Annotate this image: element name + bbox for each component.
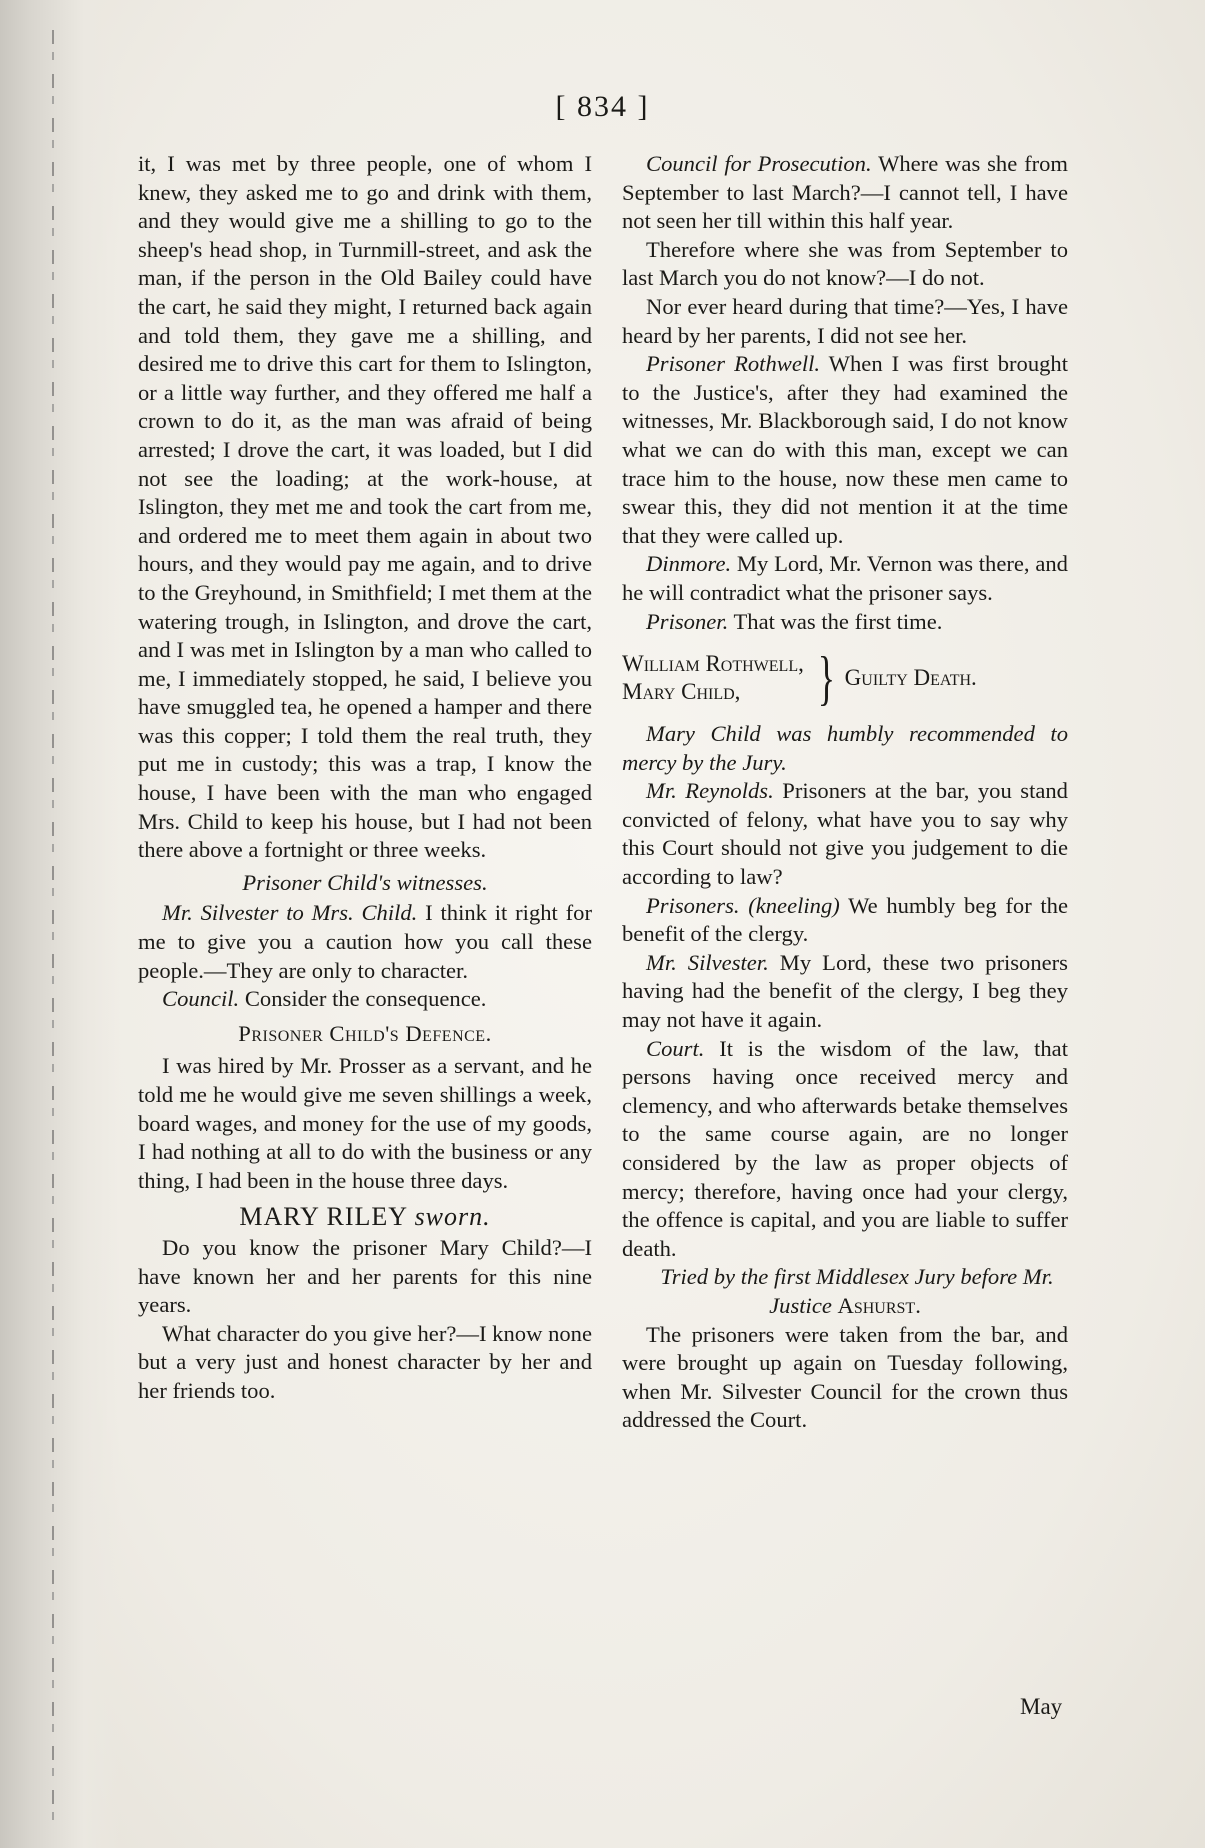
speaker-label: Mr. Silvester to Mrs. Child. xyxy=(162,900,418,926)
speaker-label: Prisoners. (kneeling) xyxy=(646,892,840,918)
speaker-label: Court. xyxy=(646,1035,705,1061)
defendant-name: Mary Child, xyxy=(622,679,741,705)
sentencing-paragraph xyxy=(622,777,1068,891)
speech-text: My Lord, these two prisoners having had the benefit of the clergy, I beg they may not have it again. xyxy=(622,949,1068,1033)
statement-paragraph xyxy=(622,550,1068,607)
binding-gutter xyxy=(0,0,120,1848)
speech-text: It is the wisdom of the law, that persons having once received mercy and clemency, and who afterwards betake themselves to the same course again, are no longer considered by the law as proper objects of mercy; therefore, having once had your clergy, the offence is capital, and you are liable to suffer death. xyxy=(622,1035,1068,1261)
speaker-label: Mr. Reynolds. xyxy=(646,778,774,804)
binding-shadow xyxy=(52,30,54,1820)
council-paragraph xyxy=(138,985,592,1014)
sworn-label: sworn. xyxy=(414,1202,491,1232)
closing-paragraph: The prisoners were taken from the bar, and were brought up again on Tuesday following, when Mr. Silvester Council for the crown thus addressed the Court. xyxy=(622,1321,1068,1433)
left-column xyxy=(138,150,592,1406)
speaker-label: Dinmore. xyxy=(646,551,732,577)
brace-glyph: } xyxy=(817,645,835,712)
page-number: [ 834 ] xyxy=(555,90,650,123)
question-paragraph: What character do you give her?—I know none but a very just and honest character by her and her friends too. xyxy=(138,1320,592,1403)
judge-name: Ashurst. xyxy=(837,1292,921,1318)
defence-heading: Prisoner Child's Defence. xyxy=(238,1020,492,1046)
witnesses-heading: Prisoner Child's witnesses. xyxy=(242,869,488,895)
caution-paragraph xyxy=(138,899,592,985)
verdict-outcome: Guilty Death. xyxy=(844,664,977,690)
plea-paragraph xyxy=(622,892,1068,949)
sworn-heading xyxy=(138,1203,592,1232)
speech-text: Consider the consequence. xyxy=(244,986,487,1012)
speech-text: When I was first brought to the Justice's, after they had examined the witnesses, Mr. Blackborough said, I do not know what we can do with this man, except we can trace him to the house, now these men came to swear this, they did not mention it at the time that they were called up. xyxy=(622,351,1068,548)
speech-text: I think it right for me to give you a caution how you call these people.—They are only to character. xyxy=(138,900,592,983)
recommendation-note: Mary Child was humbly recommended to mercy by the Jury. xyxy=(622,721,1068,775)
testimony-paragraph: it, I was met by three people, one of whom I knew, they asked me to go and drink with them, and they would give me a shilling to go to the sheep's head shop, in Turnmill-street, and ask the man, if the person in the Old Bailey could have the cart, he said they might, I returned back again and told them, they gave me a shilling, and desired me to drive this cart for them to Islington, or a little way further, and they offered me half a crown to do it, as the man was afraid of being arrested; I drove the cart, it was loaded, but I did not see the loading; at the work-house, at Islington, they met me and took the cart from me, and ordered me to meet them again in about two hours, and they would pay me again, and to drive to the Greyhound, in Smithfield; I met them at the watering trough, in Islington, and drove the cart, and I was met in Islington by a man who called to me, I immediately stopped, he said, I believe you have smuggled tea, he opened a hamper and there was this copper; I told them the real truth, they put me in custody; this was a trap, I know the house, I have been with the man who engaged Mrs. Child to keep his house, but I had not been there above a fortnight or three weeks. xyxy=(138,151,592,863)
speaker-label: Council. xyxy=(162,986,240,1012)
court-paragraph xyxy=(622,1035,1068,1264)
defendant-name: William Rothwell, xyxy=(622,651,804,677)
verdict-names xyxy=(622,650,804,706)
examination-paragraph: Nor ever heard during that time?—Yes, I have heard by her parents, I did not see her. xyxy=(622,293,1068,348)
speech-text: We humbly beg for the benefit of the clergy. xyxy=(622,892,1069,947)
speaker-label: Prisoner. xyxy=(646,608,729,634)
witness-name: MARY RILEY xyxy=(239,1202,408,1232)
tried-note xyxy=(622,1263,1068,1320)
verdict-block xyxy=(622,645,1068,712)
defence-paragraph: I was hired by Mr. Prosser as a servant, and he told me he would give me seven shillings a week, board wages, and money for the use of my goods, I had nothing at all to do with the business or any thing, I had been in the house three days. xyxy=(138,1053,592,1193)
catchword: May xyxy=(1020,1694,1063,1719)
right-column xyxy=(622,150,1068,1435)
statement-paragraph xyxy=(622,350,1068,550)
examination-paragraph: Therefore where she was from September to last March you do not know?—I do not. xyxy=(622,236,1068,291)
speech-text: That was the first time. xyxy=(733,608,943,634)
speaker-label: Prisoner Rothwell. xyxy=(646,351,821,377)
tried-text: Tried by the first Middlesex Jury before Mr. Justice xyxy=(660,1264,1054,1318)
speech-text: Where was she from September to last March?—I cannot tell, I have not seen her till within this half year. xyxy=(622,151,1068,234)
speaker-label: Council for Prosecution. xyxy=(646,151,872,176)
examination-paragraph xyxy=(622,150,1068,236)
speech-text: My Lord, Mr. Vernon was there, and he will contradict what the prisoner says. xyxy=(622,551,1068,605)
speaker-label: Mr. Silvester. xyxy=(646,949,769,975)
speech-text: Prisoners at the bar, you stand convicted of felony, what have you to say why this Court should not give you judgement to die according to law? xyxy=(622,778,1068,890)
statement-paragraph xyxy=(622,608,1068,637)
question-paragraph: Do you know the prisoner Mary Child?—I have known her and her parents for this nine years. xyxy=(138,1234,592,1318)
objection-paragraph xyxy=(622,949,1068,1035)
